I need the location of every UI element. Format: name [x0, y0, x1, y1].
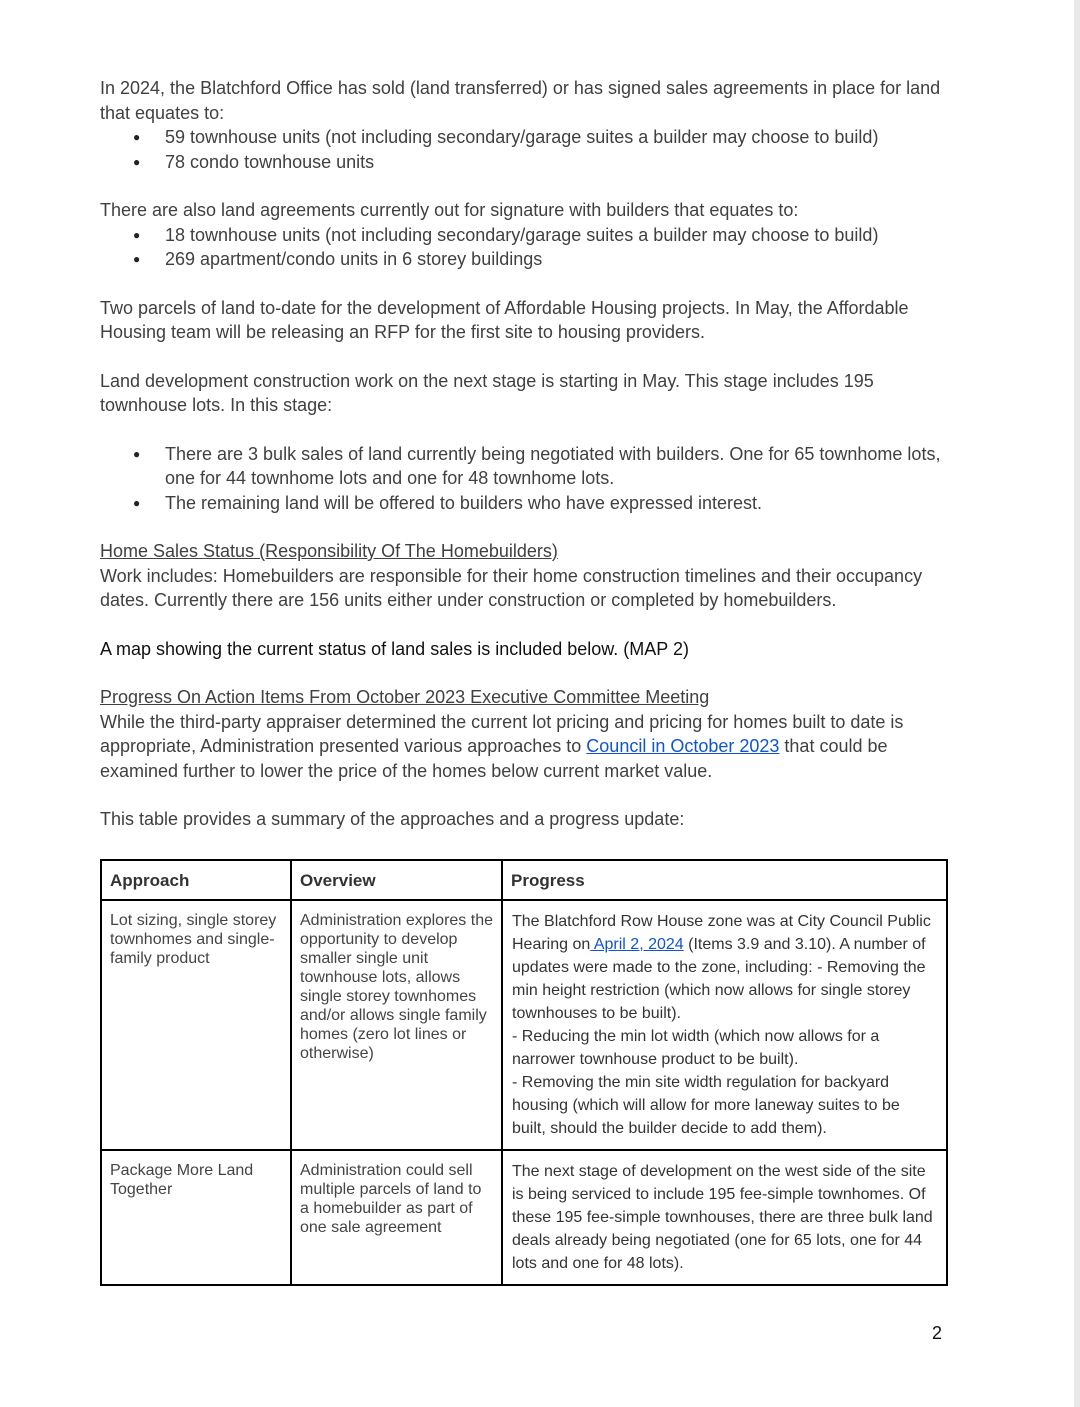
cell-progress: The next stage of development on the west side of the site is being serviced to include 195 fee-simple townhomes. Of these 195 fee-simple townhouses, there are three bulk land deals already being negotiated (one for 65 lots, one for 44 lots and one for 48 lots).: [502, 1150, 947, 1285]
cell-approach: Lot sizing, single storey townhomes and single-family product: [101, 900, 291, 1150]
paragraph-land-sold: In 2024, the Blatchford Office has sold (land transferred) or has signed sales agreements in place for land that equates to:: [100, 78, 941, 123]
paragraph-table-intro: This table provides a summary of the approaches and a progress update:: [100, 809, 685, 829]
heading-progress: Progress On Action Items From October 2023 Executive Committee Meeting: [100, 687, 710, 707]
list-item: ● There are 3 bulk sales of land currently being negotiated with builders. One for 65 townhome lots, one for 44 townhome lots and one for 48 townhome lots.: [100, 442, 946, 491]
approaches-table: [100, 859, 948, 1286]
page-number: 2: [932, 1323, 943, 1343]
paragraph-next-stage: Land development construction work on the next stage is starting in May. This stage includes 195 townhouse lots. In this stage:: [100, 370, 874, 415]
progress-text-before: The Blatchford Row House zone was at City Council Public Hearing on: [512, 912, 931, 953]
progress-line: - Removing the min site width regulation for backyard housing (which will allow for more laneway suites to be built, should the builder decide to add them).: [512, 1073, 900, 1137]
page-edge: [1074, 0, 1080, 1407]
list-item: ● The remaining land will be offered to builders who have expressed interest.: [100, 491, 946, 516]
progress-line: - Reducing the min lot width (which now allows for a narrower townhouse product to be built).: [512, 1027, 880, 1068]
council-october-2023-link[interactable]: Council in October 2023: [586, 736, 780, 756]
header-progress: Progress: [502, 860, 947, 900]
table-row: [101, 900, 947, 1150]
cell-overview: Administration explores the opportunity to develop smaller single unit townhouse lots, allows single storey townhomes and/or allows single family homes (zero lot lines or otherwise): [291, 900, 502, 1150]
list-item: ● 269 apartment/condo units in 6 storey buildings: [100, 247, 946, 272]
header-overview: Overview: [291, 860, 502, 900]
progress-text-after: (Items 3.9 and 3.10). A number of updates were made to the zone, including: - Removing the min height restriction (which now allows for single storey townhouses to be built).: [512, 935, 926, 1022]
paragraph-affordable-housing: Two parcels of land to-date for the development of Affordable Housing projects. In May, the Affordable Housing team will be releasing an RFP for the first site to housing providers.: [100, 297, 909, 342]
paragraph-home-sales: Work includes: Homebuilders are responsible for their home construction timelines and their occupancy dates. Currently there are 156 units either under construction or completed by homebuilders.: [100, 565, 923, 610]
heading-home-sales: Home Sales Status (Responsibility Of The Homebuilders): [100, 541, 558, 561]
list-item: ● 78 condo townhouse units: [100, 150, 946, 175]
cell-overview: Administration could sell multiple parcels of land to a homebuilder as part of one sale agreement: [291, 1150, 502, 1285]
april-2-2024-link[interactable]: April 2, 2024: [590, 935, 684, 953]
list-item: ● 18 townhouse units (not including secondary/garage suites a builder may choose to build): [100, 223, 946, 248]
document-page: [100, 76, 946, 1286]
table-row: [101, 1150, 947, 1285]
list-land-sold: [100, 125, 946, 174]
paragraph-map-note: A map showing the current status of land sales is included below. (MAP 2): [100, 638, 689, 659]
paragraph-progress: [100, 710, 946, 784]
list-agreements-out: [100, 223, 946, 272]
list-item: ● 59 townhouse units (not including secondary/garage suites a builder may choose to build): [100, 125, 946, 150]
cell-progress: [502, 900, 947, 1150]
list-next-stage: [100, 442, 946, 516]
progress-text-before: While the third-party appraiser determined the current lot pricing and pricing for homes built to date is appropriate, Administration presented various approaches to: [100, 711, 904, 756]
progress-text-after: that could be examined further to lower the price of the homes below current market value.: [100, 736, 888, 781]
table-header-row: [101, 860, 947, 900]
paragraph-agreements-out: There are also land agreements currently out for signature with builders that equates to:: [100, 200, 799, 220]
cell-approach: Package More Land Together: [101, 1150, 291, 1285]
header-approach: Approach: [101, 860, 291, 900]
